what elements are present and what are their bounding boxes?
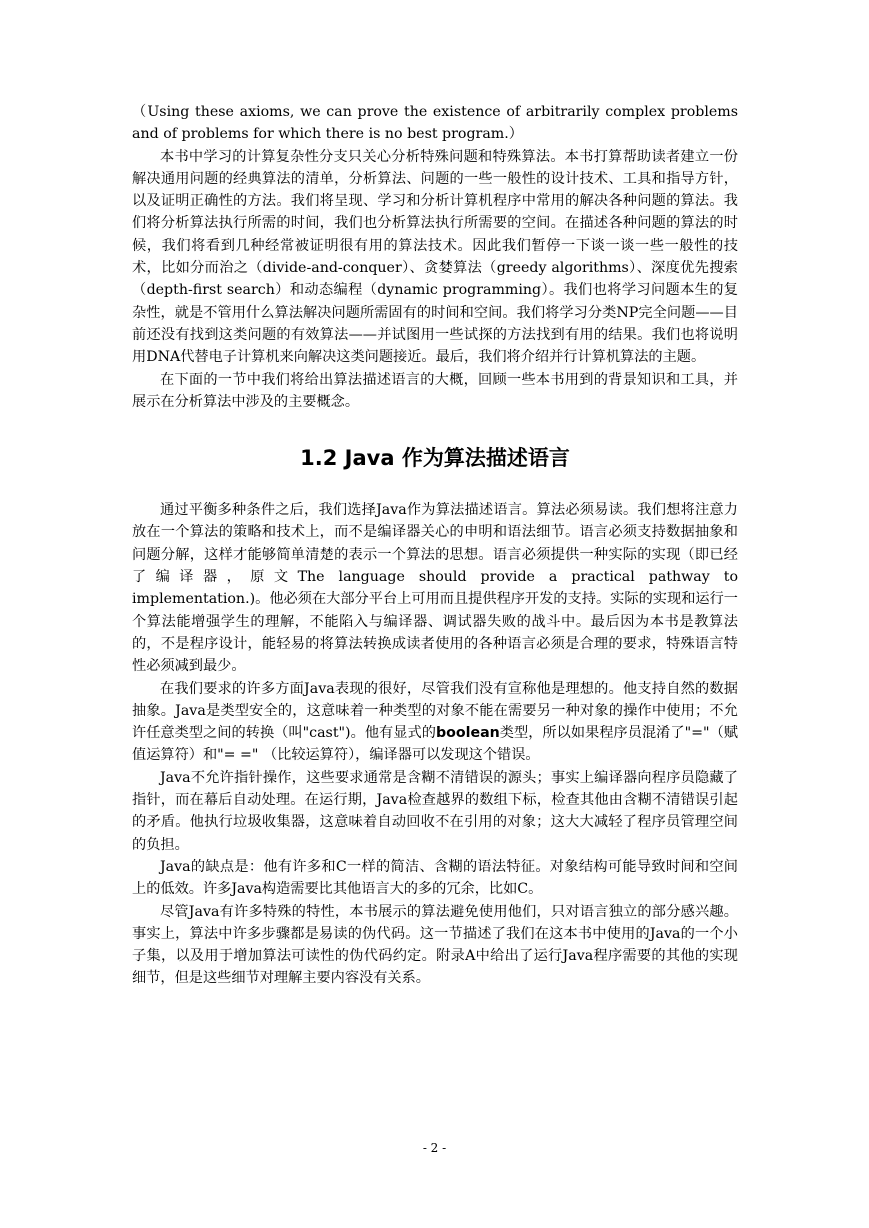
- java-subset-paragraph: 尽管Java有许多特殊的特性，本书展示的算法避免使用他们，只对语言独立的部分感兴趣。事实上，算法中许多步骤都是易读的伪代码。这一节描述了我们在这本书中使用的Java的一个小子集，以及用于增加算法可读性的伪代码约定。附录A中给出了运行Java程序需要的其他的实现细节，但是这些细节对理解主要内容没有关系。: [132, 903, 738, 987]
- axioms-paragraph: （Using these axioms, we can prove the existence of arbitrarily complex problems and of problems for which there is no best program.）: [132, 104, 738, 143]
- page-number: - 2 -: [422, 1141, 447, 1155]
- java-strengths-text-after: 类型，所以如果程序员混淆了"="（赋值运算符）和"= =" （比较运算符），编译器可以发现这个错误。: [132, 725, 738, 764]
- java-choice-paragraph: 通过平衡多种条件之后，我们选择Java作为算法描述语言。算法必须易读。我们想将注意力放在一个算法的策略和技术上，而不是编译器关心的申明和语法细节。语言必须支持数据抽象和问题分解，这样才能够简单清楚的表示一个算法的思想。语言必须提供一种实际的实现（即已经了编译器，原文The language should provide a practical pathway to implementation.)。他必须在大部分平台上可用而且提供程序开发的支持。实际的实现和运行一个算法能增强学生的理解，不能陷入与编译器、调试器失败的战斗中。最后因为本书是教算法的，不是程序设计，能轻易的将算法转换成读者使用的各种语言必须是合理的要求，特殊语言特性必须减到最少。: [132, 502, 738, 675]
- page-body: [132, 101, 738, 990]
- next-section-paragraph: 在下面的一节中我们将给出算法描述语言的大概，回顾一些本书用到的背景知识和工具，并展示在分析算法中涉及的主要概念。: [132, 371, 738, 410]
- java-drawbacks-paragraph: Java的缺点是：他有许多和C一样的简洁、含糊的语法特征。对象结构可能导致时间和空间上的低效。许多Java构造需要比其他语言大的多的冗余，比如C。: [132, 858, 738, 898]
- java-pointers-paragraph: Java不允许指针操作，这些要求通常是含糊不清错误的源头；事实上编译器向程序员隐藏了指针，而在幕后自动处理。在运行期，Java检查越界的数组下标，检查其他由含糊不清错误引起的矛盾。他执行垃圾收集器，这意味着自动回收不在引用的对象；这大大减轻了程序员管理空间的负担。: [132, 769, 738, 853]
- boolean-keyword: boolean: [435, 725, 500, 742]
- java-strengths-paragraph: [132, 678, 738, 767]
- complexity-paragraph: 本书中学习的计算复杂性分支只关心分析特殊问题和特殊算法。本书打算帮助读者建立一份解决通用问题的经典算法的清单，分析算法、问题的一些一般性的设计技术、工具和指导方针，以及证明正确性的方法。我们将呈现、学习和分析计算机程序中常用的解决各种问题的算法。我们将分析算法执行所需的时间，我们也分析算法执行所需要的空间。在描述各种问题的算法的时候，我们将看到几种经常被证明很有用的算法技术。因此我们暂停一下谈一谈一些一般性的技术，比如分而治之（divide-and-conquer）、贪婪算法（greedy algorithms）、深度优先搜索（depth-first search）和动态编程（dynamic programming）。我们也将学习问题本生的复杂性，就是不管用什么算法解决问题所需固有的时间和空间。我们将学习分类NP完全问题——目前还没有找到这类问题的有效算法——并试图用一些试探的方法找到有用的结果。我们也将说明用DNA代替电子计算机来向解决这类问题接近。最后，我们将介绍并行计算机算法的主题。: [132, 148, 738, 366]
- java-strengths-text-before: 在我们要求的许多方面Java表现的很好，尽管我们没有宣称他是理想的。他支持自然的数据抽象。Java是类型安全的，这意味着一种类型的对象不能在需要另一种对象的操作中使用；不允许任意类型之间的转换（叫"cast")。他有显式的: [132, 680, 738, 742]
- section-title: 1.2 Java 作为算法描述语言: [300, 446, 570, 471]
